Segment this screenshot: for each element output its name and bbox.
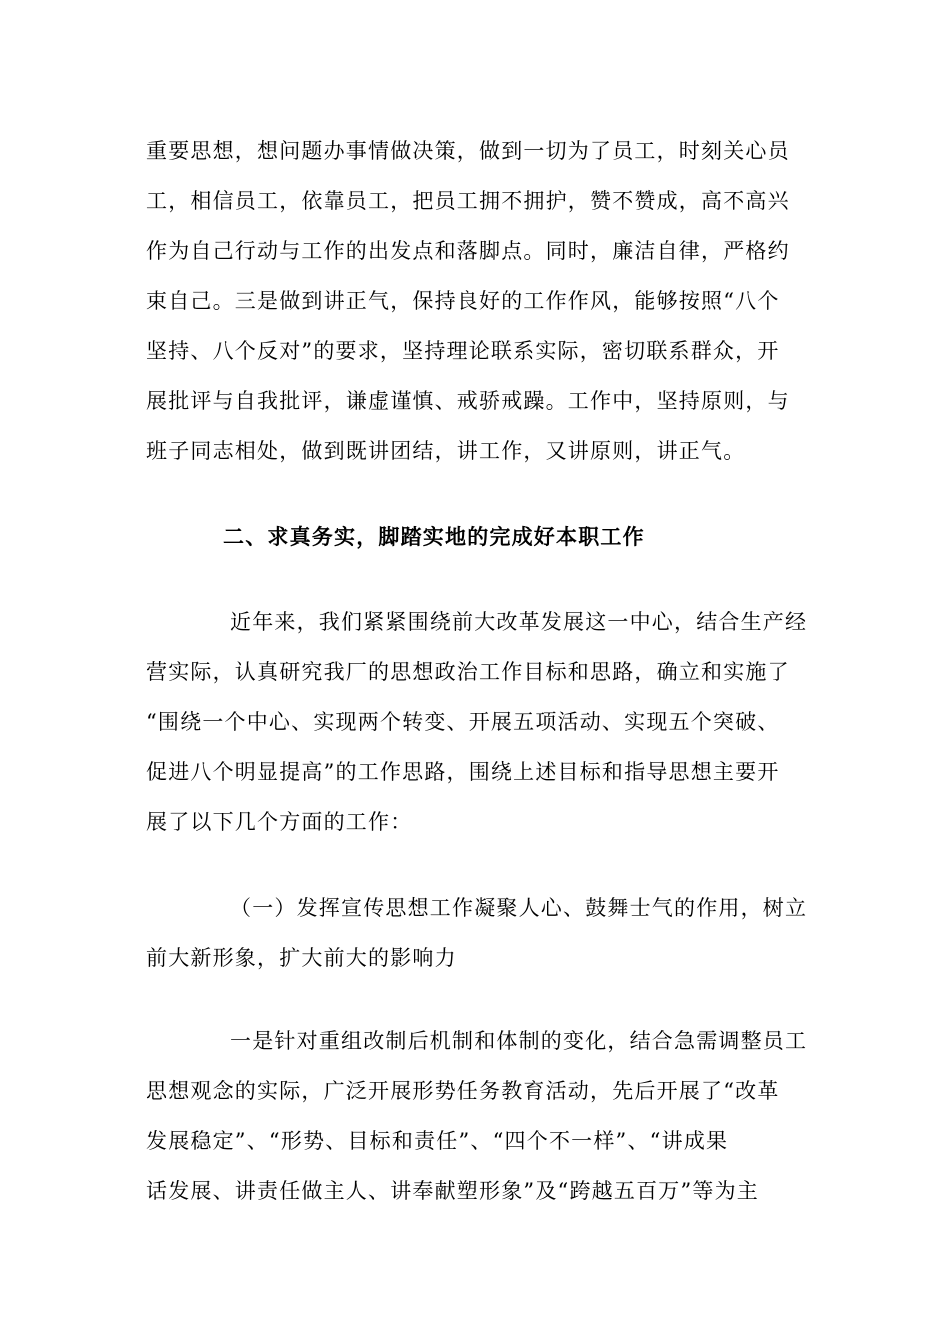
text-line: 作为自己行动与工作的出发点和落脚点。同时，廉洁自律，严格约 bbox=[146, 239, 790, 263]
text-line: 发展稳定”、“形势、目标和责任”、“四个不一样”、“讲成果 bbox=[146, 1129, 729, 1153]
text-line: 一是针对重组改制后机制和体制的变化，结合急需调整员工 bbox=[230, 1029, 808, 1053]
text-line: 营实际，认真研究我厂的思想政治工作目标和思路，确立和实施了 bbox=[146, 660, 790, 684]
text-line: 坚持、八个反对”的要求，坚持理论联系实际，密切联系群众，开 bbox=[146, 339, 780, 363]
text-line: 重要思想，想问题办事情做决策，做到一切为了员工，时刻关心员 bbox=[146, 139, 790, 163]
text-line: 促进八个明显提高”的工作思路，围绕上述目标和指导思想主要开 bbox=[146, 760, 780, 784]
paragraph-party-conduct bbox=[146, 126, 812, 476]
text-line: （一）发挥宣传思想工作凝聚人心、鼓舞士气的作用，树立 bbox=[230, 896, 808, 920]
text-line: 束自己。三是做到讲正气，保持良好的工作作风，能够按照“八个 bbox=[146, 289, 780, 313]
text-line: 近年来，我们紧紧围绕前大改革发展这一中心，结合生产经 bbox=[230, 610, 808, 634]
text-line: 班子同志相处，做到既讲团结，讲工作，又讲原则，讲正气。 bbox=[146, 439, 746, 463]
text-line: 话发展、讲责任做主人、讲奉献塑形象”及“跨越五百万”等为主 bbox=[146, 1179, 760, 1203]
text-line: 前大新形象，扩大前大的影响力 bbox=[146, 946, 457, 970]
text-line: 展批评与自我批评，谦虚谨慎、戒骄戒躁。工作中，坚持原则，与 bbox=[146, 389, 790, 413]
subheading-propaganda bbox=[146, 883, 812, 983]
paragraph-education-activities bbox=[146, 1016, 812, 1216]
paragraph-work-overview bbox=[146, 597, 812, 847]
text-line: 展了以下几个方面的工作： bbox=[146, 810, 413, 834]
section-heading: 二、求真务实，脚踏实地的完成好本职工作 bbox=[223, 524, 645, 549]
text-line: 工，相信员工，依靠员工，把员工拥不拥护，赞不赞成，高不高兴 bbox=[146, 189, 790, 213]
text-line: 思想观念的实际，广泛开展形势任务教育活动，先后开展了“改革 bbox=[146, 1079, 780, 1103]
text-line: “围绕一个中心、实现两个转变、开展五项活动、实现五个突破、 bbox=[146, 710, 780, 734]
